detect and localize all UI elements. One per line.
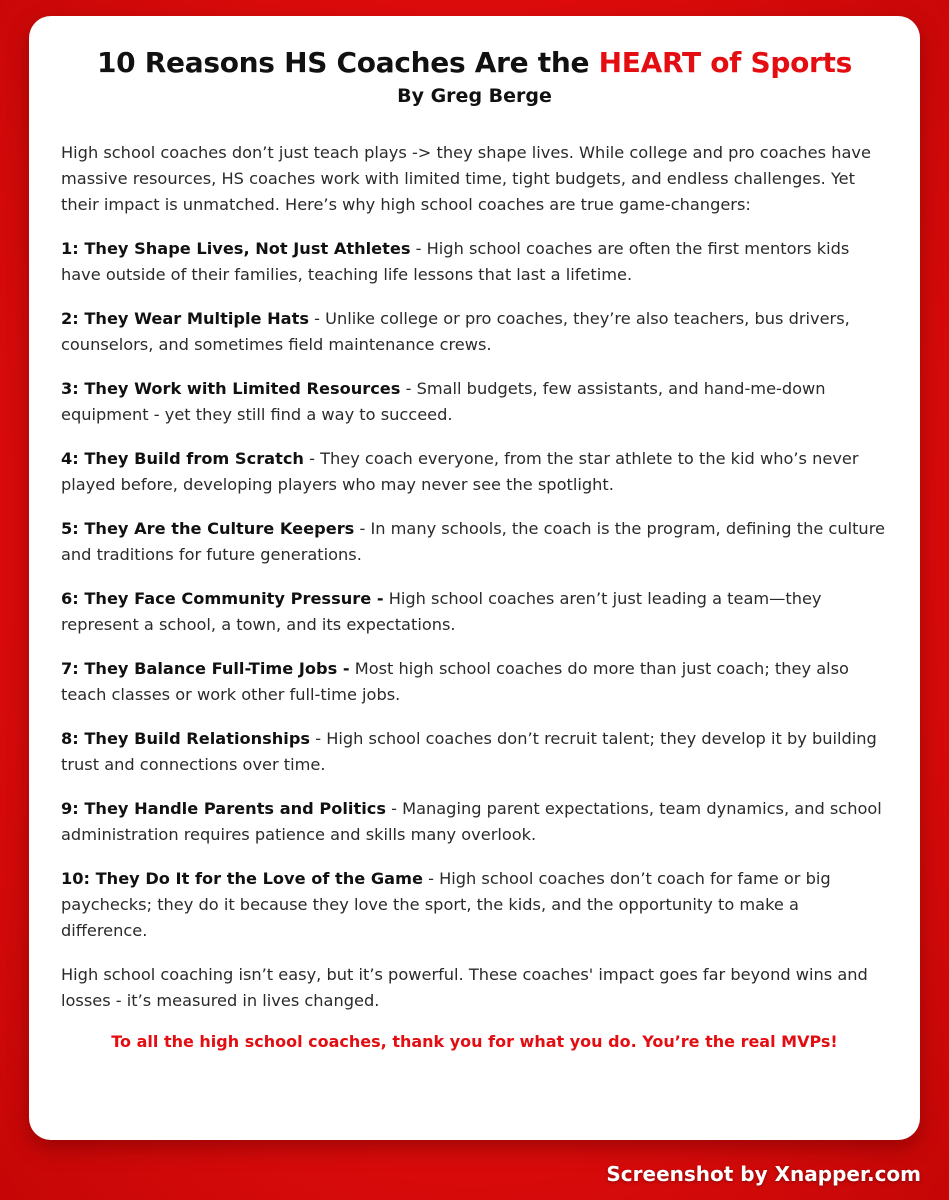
title-highlight: HEART of Sports <box>598 46 852 79</box>
reason-item-9 <box>61 796 888 848</box>
reason-text: - Managing parent expectations, team dynamics, and school administration requires patience and skills many overlook. <box>61 799 882 844</box>
reason-text: Most high school coaches do more than just coach; they also teach classes or work other full-time jobs. <box>61 659 849 704</box>
reason-item-1 <box>61 236 888 288</box>
reason-text: - Small budgets, few assistants, and hand-me-down equipment - yet they still find a way to succeed. <box>61 379 826 424</box>
reason-text: - They coach everyone, from the star athlete to the kid who’s never played before, developing players who may never see the spotlight. <box>61 449 859 494</box>
reason-text: High school coaches aren’t just leading a team—they represent a school, a town, and its expectations. <box>61 589 822 634</box>
xnapper-watermark: Screenshot by Xnapper.com <box>606 1162 921 1186</box>
reason-text: - High school coaches don’t recruit talent; they develop it by building trust and connections over time. <box>61 729 877 774</box>
reason-heading: 1: They Shape Lives, Not Just Athletes <box>61 239 411 258</box>
thank-you-message: To all the high school coaches, thank you for what you do. You’re the real MVPs! <box>111 1032 838 1051</box>
closing-paragraph: High school coaching isn’t easy, but it’s powerful. These coaches' impact goes far beyond wins and losses - it’s measured in lives changed. <box>61 965 868 1010</box>
reason-item-4 <box>61 446 888 498</box>
reason-heading: 4: They Build from Scratch <box>61 449 304 468</box>
reasons-list <box>61 236 888 944</box>
reason-item-3 <box>61 376 888 428</box>
reason-item-2 <box>61 306 888 358</box>
title-prefix: 10 Reasons HS Coaches Are the <box>96 46 599 79</box>
reason-item-5 <box>61 516 888 568</box>
article-card <box>29 16 920 1140</box>
reason-heading: 6: They Face Community Pressure - <box>61 589 384 608</box>
reason-text: - In many schools, the coach is the program, defining the culture and traditions for future generations. <box>61 519 885 564</box>
reason-item-6 <box>61 586 888 638</box>
reason-text: - Unlike college or pro coaches, they’re also teachers, bus drivers, counselors, and sometimes field maintenance crews. <box>61 309 850 354</box>
intro-paragraph: High school coaches don’t just teach plays -> they shape lives. While college and pro coaches have massive resources, HS coaches work with limited time, tight budgets, and endless challenges. Yet their impact is unmatched. Here’s why high school coaches are true game-changers: <box>61 143 871 214</box>
reason-text: - High school coaches don’t coach for fame or big paychecks; they do it because they love the sport, the kids, and the opportunity to make a difference. <box>61 869 831 940</box>
reason-heading: 2: They Wear Multiple Hats <box>61 309 309 328</box>
reason-heading: 3: They Work with Limited Resources <box>61 379 401 398</box>
reason-heading: 10: They Do It for the Love of the Game <box>61 869 423 888</box>
reason-item-7 <box>61 656 888 708</box>
author-byline: By Greg Berge <box>397 85 552 107</box>
reason-item-10 <box>61 866 888 944</box>
reason-heading: 7: They Balance Full-Time Jobs - <box>61 659 350 678</box>
reason-heading: 5: They Are the Culture Keepers <box>61 519 355 538</box>
article-title <box>61 46 888 80</box>
reason-heading: 9: They Handle Parents and Politics <box>61 799 386 818</box>
reason-text: - High school coaches are often the first mentors kids have outside of their families, teaching life lessons that last a lifetime. <box>61 239 850 284</box>
reason-item-8 <box>61 726 888 778</box>
reason-heading: 8: They Build Relationships <box>61 729 311 748</box>
